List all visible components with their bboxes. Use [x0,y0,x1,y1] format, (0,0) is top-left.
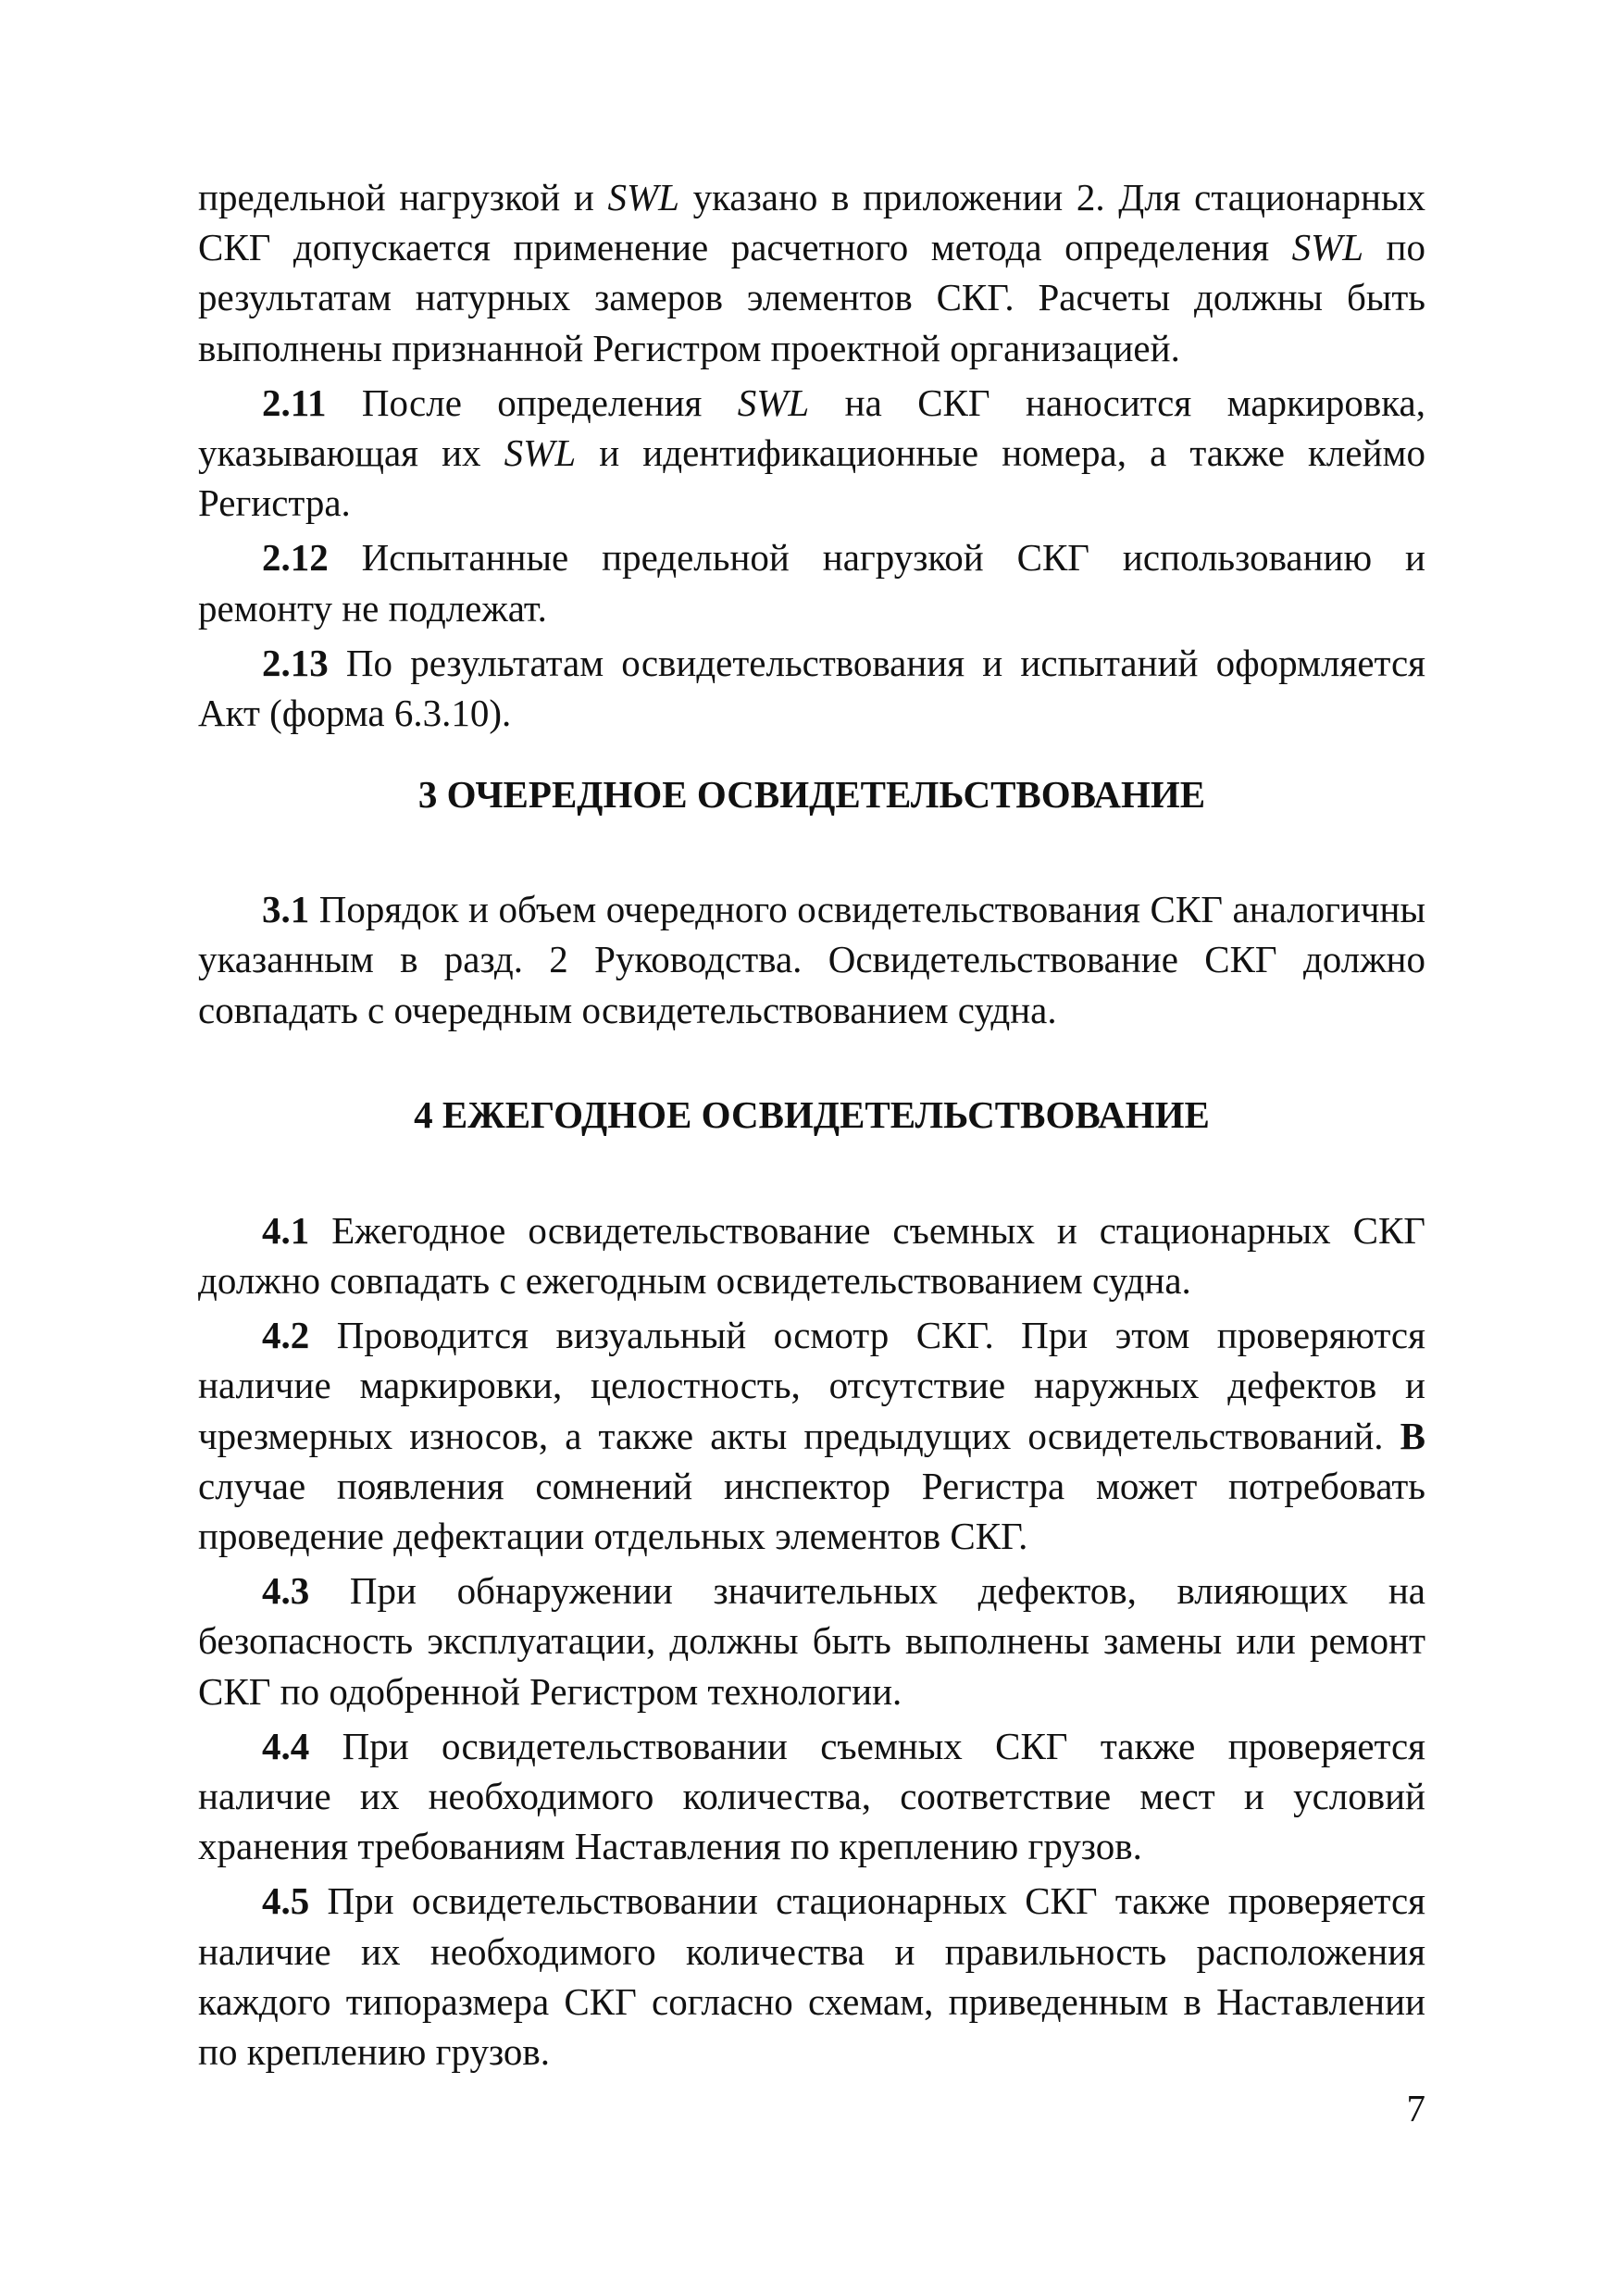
paragraph-2-12 [198,532,1425,632]
clause-number: 2.12 [262,536,329,580]
clause-number: 4.1 [262,1208,310,1252]
paragraph-2-13 [198,638,1425,738]
text: Испытанные предельной нагрузкой СКГ использованию и ремонту не подлежат. [198,536,1425,630]
text: При освидетельствовании стационарных СКГ также проверяется наличие их необходимого количества и правильность расположения каждого типоразмера СКГ согласно схемам, приведенным в Наставлении по креплению грузов. [198,1879,1425,2074]
paragraph-4-4 [198,1721,1425,1872]
text: Ежегодное освидетельствование съемных и стационарных СКГ должно совпадать с ежегодным освидетельствованием судна. [198,1208,1425,1303]
text: предельной нагрузкой и [198,176,608,218]
clause-number: 4.3 [262,1569,310,1613]
text: и идентификационные номера, а также клеймо Регистра. [198,431,1425,525]
text: по результатам натурных замеров элементов СКГ. Расчеты должны быть выполнены признанной Регистром проектной организацией. [198,226,1425,369]
paragraph-2-10-continuation [198,172,1425,373]
text: При освидетельствовании съемных СКГ также проверяется наличие их необходимого количества, соответствие мест и условий хранения требованиям Наставления по креплению грузов. [198,1724,1425,1868]
text: При обнаружении значительных дефектов, влияющих на безопасность эксплуатации, должны быть выполнены замены или ремонт СКГ по одобренной Регистром технологии. [198,1569,1425,1713]
section-4-heading: 4 ЕЖЕГОДНОЕ ОСВИДЕТЕЛЬСТВОВАНИЕ [414,1092,1210,1136]
section-3-heading: 3 ОЧЕРЕДНОЕ ОСВИДЕТЕЛЬСТВОВАНИЕ [417,773,1206,817]
swl-term: SWL [607,176,679,218]
paragraph-3-1 [198,884,1425,1035]
text: случае появления сомнений инспектор Регистра может потребовать проведение дефектации отдельных элементов СКГ. [198,1464,1425,1558]
text: указано в приложении 2. Для стационарных СКГ допускается применение расчетного метода определения [198,176,1425,269]
text: После определения [326,381,738,424]
text: Проводится визуальный осмотр СКГ. При этом проверяются наличие маркировки, целостность, отсутствие наружных дефектов и чрезмерных износов, а также акты предыдущих освидетельствований. [198,1314,1425,1457]
clause-number: 4.4 [262,1724,310,1767]
paragraph-4-2 [198,1310,1425,1561]
bold-letter: В [1400,1414,1425,1457]
swl-term: SWL [1291,226,1364,269]
page-number: 7 [1406,2087,1425,2129]
clause-number: 4.2 [262,1314,310,1357]
text: на СКГ наносится маркировка, указывающая их [198,381,1425,475]
text: Порядок и объем очередного освидетельствования СКГ аналогичны указанным в разд. 2 Руководства. Освидетельствование СКГ должно совпадать с очередным освидетельствованием судна. [198,888,1425,1031]
clause-number: 2.11 [262,381,327,424]
swl-term: SWL [737,381,810,424]
paragraph-4-1 [198,1205,1425,1305]
clause-number: 4.5 [262,1879,310,1923]
clause-number: 2.13 [262,641,329,684]
swl-term: SWL [504,431,577,475]
paragraph-4-3 [198,1566,1425,1716]
page-content [198,172,1425,2081]
clause-number: 3.1 [262,888,310,931]
paragraph-4-5 [198,1876,1425,2077]
text: По результатам освидетельствования и испытаний оформляется Акт (форма 6.3.10). [198,641,1425,735]
paragraph-2-11 [198,378,1425,529]
